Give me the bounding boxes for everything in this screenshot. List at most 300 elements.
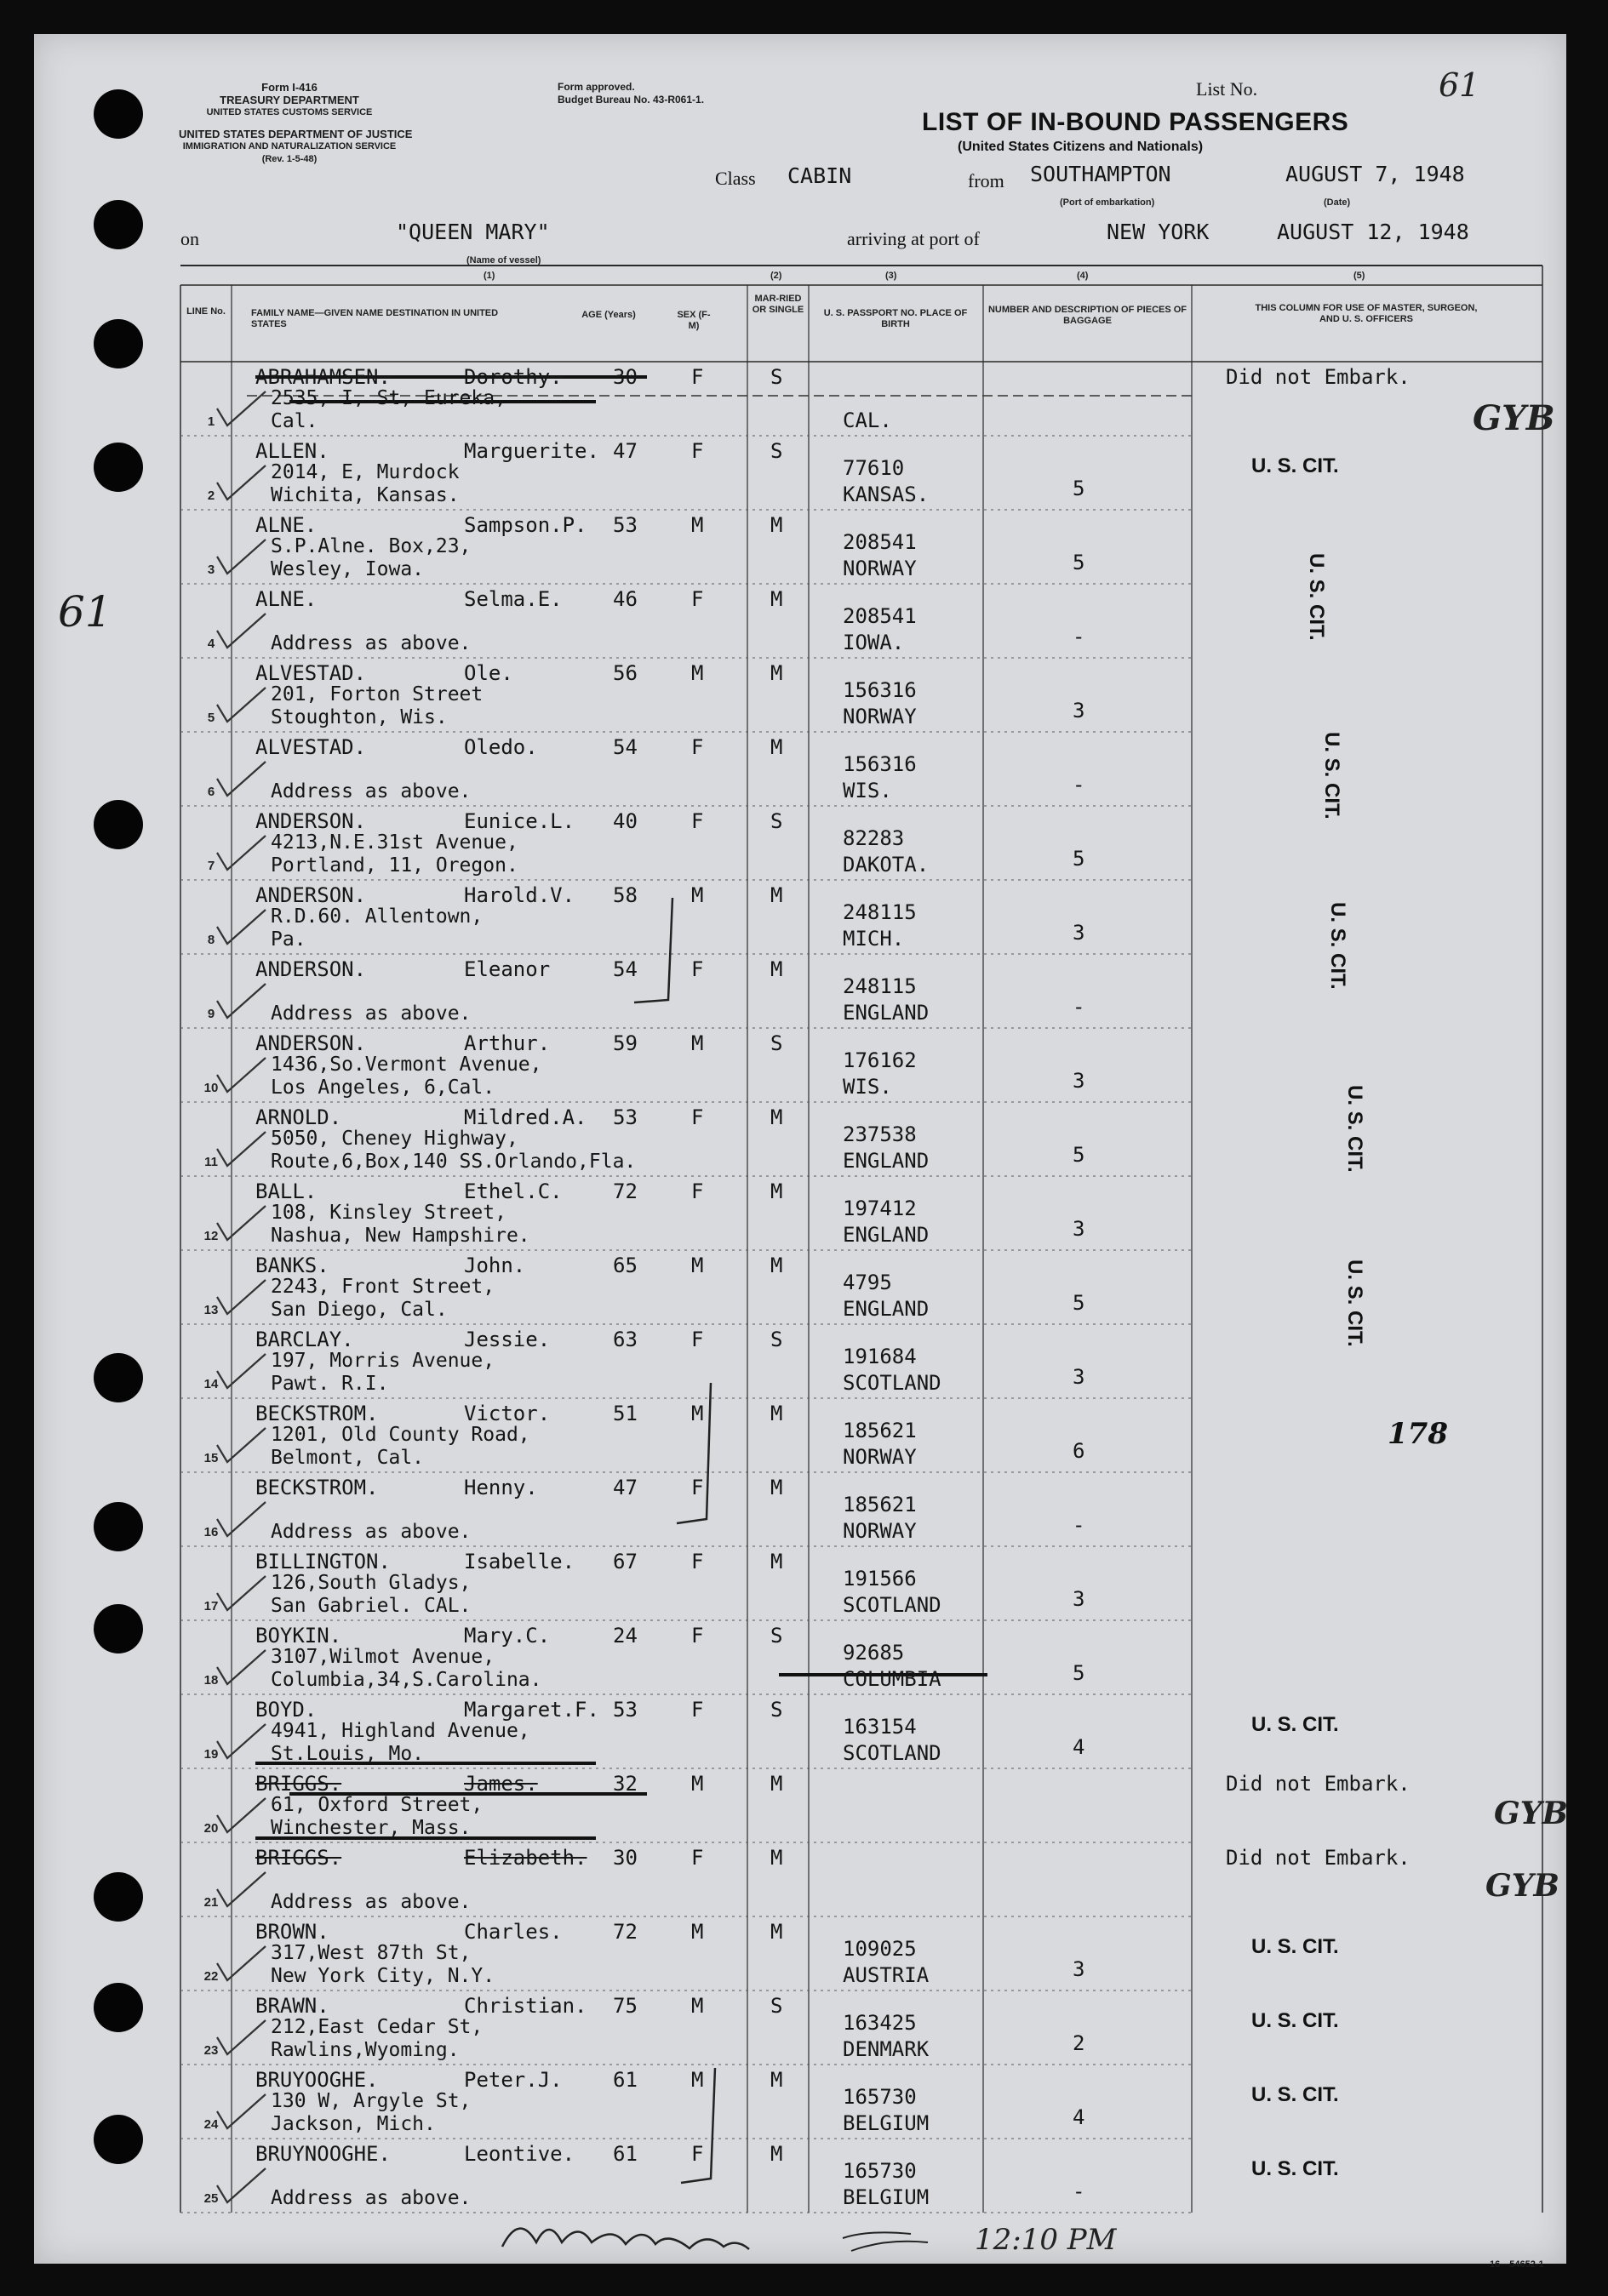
baggage-count: 4 (1073, 2105, 1085, 2129)
citizen-stamp: U. S. CIT. (1251, 1713, 1339, 1736)
col-header-line: LINE No. (186, 306, 226, 317)
date-caption: (Date) (1324, 197, 1351, 208)
age-value: 65 (613, 1254, 638, 1277)
age-value: 47 (613, 439, 638, 463)
given-name: Marguerite. (464, 439, 599, 463)
passport-number: 156316 (843, 752, 917, 776)
family-name: ANDERSON. (255, 957, 367, 981)
col-header-baggage: NUMBER AND DESCRIPTION OF PIECES OF BAGGAGE (987, 305, 1187, 326)
address-line-1: 2014, E, Murdock (271, 461, 460, 483)
baggage-count: 2 (1073, 2031, 1085, 2055)
given-name: Christian. (464, 1994, 587, 2018)
address-line-2: Belmont, Cal. (271, 1447, 425, 1469)
line-number: 11 (204, 1155, 218, 1169)
passport-number: 208541 (843, 604, 917, 628)
list-no-value: 61 (1439, 66, 1480, 104)
marital-status: M (770, 661, 783, 685)
line-number: 8 (207, 933, 215, 947)
passport-number: 248115 (843, 974, 917, 998)
sex-value: F (691, 1698, 704, 1722)
line-number: 18 (203, 1673, 219, 1688)
age-value: 30 (613, 1846, 638, 1870)
address-line-2: Portland, 11, Oregon. (271, 854, 518, 877)
marital-status: M (770, 587, 783, 611)
birthplace: COLUMBIA (843, 1667, 941, 1691)
address-line-1: 1436,So.Vermont Avenue, (271, 1054, 542, 1076)
address-line-2: Wichita, Kansas. (271, 484, 460, 506)
address-line-2: Address as above. (271, 2187, 472, 2209)
sex-value: F (691, 1179, 704, 1203)
baggage-count: 5 (1073, 1143, 1085, 1167)
birthplace: AUSTRIA (843, 1963, 930, 1987)
age-value: 61 (613, 2142, 638, 2166)
baggage-count: 5 (1073, 1661, 1085, 1685)
birthplace: BELGIUM (843, 2185, 930, 2209)
address-line-2: San Diego, Cal. (271, 1299, 448, 1321)
address-line-1: 2243, Front Street, (271, 1276, 495, 1298)
age-value: 72 (613, 1179, 638, 1203)
marital-status: S (770, 809, 783, 833)
given-name: Eleanor (464, 957, 551, 981)
form-print-code: 16—54652-1 (1490, 2259, 1544, 2270)
family-name: BRUYOOGHE. (255, 2068, 379, 2092)
birthplace: NORWAY (843, 1445, 917, 1469)
line-number: 2 (207, 488, 215, 503)
address-line-1: 4941, Highland Avenue, (271, 1720, 530, 1742)
document-subtitle: (United States Citizens and Nationals) (958, 140, 1204, 154)
birthplace: SCOTLAND (843, 1593, 941, 1617)
address-line-2: Address as above. (271, 1891, 472, 1913)
address-line-1: 201, Forton Street (271, 683, 484, 705)
line-number: 17 (203, 1599, 219, 1613)
citizen-stamp: U. S. CIT. (1251, 2157, 1339, 2180)
baggage-count: 3 (1073, 1957, 1085, 1981)
line-number: 15 (203, 1451, 219, 1465)
age-value: 32 (613, 1772, 638, 1796)
family-name: BANKS. (255, 1254, 329, 1277)
col-header-age: AGE (Years) (581, 310, 636, 320)
baggage-count: 5 (1073, 847, 1085, 871)
sex-value: M (691, 1994, 704, 2018)
vessel-caption: (Name of vessel) (466, 255, 541, 266)
address-line-2: Address as above. (271, 780, 472, 802)
birthplace: KANSAS. (843, 483, 930, 506)
family-name: ANDERSON. (255, 883, 367, 907)
did-not-embark-note: Did not Embark. (1226, 365, 1411, 389)
marital-status: M (770, 735, 783, 759)
marital-status: S (770, 1624, 783, 1648)
sex-value: F (691, 365, 704, 389)
address-line-1: 2535, I, St, Eureka, (271, 387, 506, 409)
address-line-1: 1201, Old County Road, (271, 1424, 530, 1446)
family-name: BOYKIN. (255, 1624, 342, 1648)
class-label: Class (715, 168, 756, 189)
marital-status: M (770, 1772, 783, 1796)
given-name: Peter.J. (464, 2068, 563, 2092)
form-approved: Form approved. (558, 81, 635, 93)
baggage-count: 4 (1073, 1735, 1085, 1759)
baggage-count: 3 (1073, 1069, 1085, 1093)
address-line-1: S.P.Alne. Box,23, (271, 535, 472, 557)
line-number: 13 (203, 1303, 219, 1317)
age-value: 72 (613, 1920, 638, 1944)
marital-status: S (770, 439, 783, 463)
address-line-1: 3107,Wilmot Avenue, (271, 1646, 495, 1668)
from-label: from (968, 170, 1004, 191)
revision: (Rev. 1-5-48) (261, 154, 318, 164)
age-value: 30 (613, 365, 638, 389)
birthplace: NORWAY (843, 1519, 917, 1543)
sex-value: F (691, 1105, 704, 1129)
dept-justice: UNITED STATES DEPARTMENT OF JUSTICE (179, 128, 413, 140)
family-name: BALL. (255, 1179, 318, 1203)
age-value: 58 (613, 883, 638, 907)
birthplace: DENMARK (843, 2037, 930, 2061)
citizen-stamp-vertical: U. S. CIT. (1326, 902, 1349, 990)
family-name: BRIGGS. (255, 1846, 342, 1870)
col-header-sex: SEX (F-M) (677, 310, 711, 331)
marital-status: M (770, 513, 783, 537)
passport-number: 191684 (843, 1345, 917, 1368)
given-name: Margaret.F. (464, 1698, 599, 1722)
passport-number: 185621 (843, 1493, 917, 1516)
margin-page-number: 61 (58, 587, 112, 637)
baggage-count: 3 (1073, 1217, 1085, 1241)
dept-ins: IMMIGRATION AND NATURALIZATION SERVICE (182, 141, 397, 151)
given-name: Mildred.A. (464, 1105, 587, 1129)
marital-status: S (770, 1994, 783, 2018)
sex-value: F (691, 587, 704, 611)
class-value: CABIN (787, 163, 852, 188)
family-name: ALVESTAD. (255, 661, 367, 685)
marital-status: M (770, 1476, 783, 1499)
given-name: Henny. (464, 1476, 538, 1499)
sex-value: F (691, 1476, 704, 1499)
given-name: Dorothy. (464, 365, 563, 389)
citizen-stamp: U. S. CIT. (1251, 2083, 1339, 2106)
passport-number: 163154 (843, 1715, 917, 1739)
citizen-stamp: U. S. CIT. (1251, 2009, 1339, 2032)
address-line-2: Rawlins,Wyoming. (271, 2039, 460, 2061)
sex-value: M (691, 1254, 704, 1277)
marital-status: M (770, 883, 783, 907)
marital-status: S (770, 1031, 783, 1055)
sex-value: M (691, 883, 704, 907)
col-num-2: (2) (770, 271, 782, 281)
sex-value: M (691, 2068, 704, 2092)
address-line-2: Route,6,Box,140 SS.Orlando,Fla. (271, 1151, 637, 1173)
address-line-2: San Gabriel. CAL. (271, 1595, 472, 1617)
baggage-count: 5 (1073, 1291, 1085, 1315)
address-line-1: 197, Morris Avenue, (271, 1350, 495, 1372)
dept-customs: UNITED STATES CUSTOMS SERVICE (206, 107, 373, 117)
sex-value: F (691, 2142, 704, 2166)
age-value: 67 (613, 1550, 638, 1574)
given-name: Ole. (464, 661, 513, 685)
passport-number: 237538 (843, 1122, 917, 1146)
form-number: Form I-416 (261, 81, 318, 94)
address-line-1: 212,East Cedar St, (271, 2016, 484, 2038)
passport-number: 4795 (843, 1271, 892, 1294)
marital-status: M (770, 1254, 783, 1277)
line-number: 20 (203, 1821, 219, 1836)
passport-number: 82283 (843, 826, 905, 850)
citizen-stamp-vertical: U. S. CIT. (1343, 1085, 1366, 1173)
birthplace: NORWAY (843, 557, 917, 580)
marital-status: M (770, 1105, 783, 1129)
marital-status: M (770, 1179, 783, 1203)
passport-number: 197412 (843, 1197, 917, 1220)
marital-status: M (770, 1402, 783, 1425)
given-name: John. (464, 1254, 526, 1277)
dept-treasury: TREASURY DEPARTMENT (220, 94, 359, 106)
citizen-stamp: U. S. CIT. (1251, 454, 1339, 477)
sex-value: F (691, 957, 704, 981)
line-number: 3 (207, 563, 215, 577)
family-name: BILLINGTON. (255, 1550, 391, 1574)
age-value: 61 (613, 2068, 638, 2092)
arrival-date: AUGUST 12, 1948 (1277, 220, 1469, 244)
address-line-2: Winchester, Mass. (271, 1817, 472, 1839)
birthplace: SCOTLAND (843, 1371, 941, 1395)
age-value: 63 (613, 1328, 638, 1351)
age-value: 24 (613, 1624, 638, 1648)
officer-initials: GYB (1473, 398, 1555, 438)
marital-status: M (770, 1846, 783, 1870)
sex-value: M (691, 661, 704, 685)
inspection-time: 12:10 PM (975, 2223, 1117, 2257)
given-name: Arthur. (464, 1031, 551, 1055)
sex-value: M (691, 1031, 704, 1055)
given-name: Leontive. (464, 2142, 575, 2166)
col-num-1: (1) (484, 271, 495, 281)
sex-value: M (691, 1402, 704, 1425)
age-value: 53 (613, 1698, 638, 1722)
line-number: 10 (203, 1081, 219, 1095)
family-name: ALLEN. (255, 439, 329, 463)
given-name: Victor. (464, 1402, 551, 1425)
line-number: 23 (203, 2043, 219, 2058)
baggage-count: - (1073, 2179, 1085, 2203)
family-name: ANDERSON. (255, 1031, 367, 1055)
address-line-2: St.Louis, Mo. (271, 1743, 425, 1765)
address-line-1: 108, Kinsley Street, (271, 1202, 506, 1224)
departure-date: AUGUST 7, 1948 (1285, 162, 1465, 186)
address-line-1: R.D.60. Allentown, (271, 905, 484, 928)
marital-status: M (770, 1550, 783, 1574)
passport-number: 156316 (843, 678, 917, 702)
budget-bureau: Budget Bureau No. 43-R061-1. (558, 94, 705, 106)
given-name: Selma.E. (464, 587, 563, 611)
given-name: Ethel.C. (464, 1179, 563, 1203)
age-value: 75 (613, 1994, 638, 2018)
passport-number: 109025 (843, 1937, 917, 1961)
sex-value: F (691, 1846, 704, 1870)
did-not-embark-note: Did not Embark. (1226, 1846, 1411, 1870)
address-line-2: Cal. (271, 410, 318, 432)
birthplace: BELGIUM (843, 2111, 930, 2135)
address-line-1: 317,West 87th St, (271, 1942, 472, 1964)
birthplace: SCOTLAND (843, 1741, 941, 1765)
line-number: 14 (203, 1377, 219, 1391)
passport-number: 77610 (843, 456, 905, 480)
vessel-name: "QUEEN MARY" (396, 220, 550, 244)
passport-number: 208541 (843, 530, 917, 554)
family-name: BECKSTROM. (255, 1476, 379, 1499)
address-line-2: Pa. (271, 928, 306, 951)
birthplace: DAKOTA. (843, 853, 930, 877)
passport-number: 165730 (843, 2085, 917, 2109)
address-line-2: Stoughton, Wis. (271, 706, 448, 728)
baggage-count: - (1073, 773, 1085, 797)
col-num-3: (3) (885, 271, 897, 281)
address-line-2: New York City, N.Y. (271, 1965, 495, 1987)
sex-value: F (691, 1550, 704, 1574)
age-value: 59 (613, 1031, 638, 1055)
address-line-2: Wesley, Iowa. (271, 558, 425, 580)
baggage-count: 6 (1073, 1439, 1085, 1463)
age-value: 40 (613, 809, 638, 833)
family-name: BOYD. (255, 1698, 318, 1722)
baggage-count: - (1073, 625, 1085, 648)
arriving-label: arriving at port of (847, 228, 980, 249)
address-line-1: 4213,N.E.31st Avenue, (271, 831, 518, 854)
marital-status: M (770, 2068, 783, 2092)
given-name: Harold.V. (464, 883, 575, 907)
address-line-2: Address as above. (271, 1002, 472, 1025)
given-name: Charles. (464, 1920, 563, 1944)
age-value: 56 (613, 661, 638, 685)
sex-value: F (691, 809, 704, 833)
family-name: ALNE. (255, 587, 318, 611)
line-number: 4 (207, 637, 215, 651)
family-name: BRAWN. (255, 1994, 329, 2018)
passport-number: 176162 (843, 1048, 917, 1072)
address-line-1: 130 W, Argyle St, (271, 2090, 472, 2112)
col-header-name: FAMILY NAME—GIVEN NAME DESTINATION IN UNITED STATES (251, 308, 499, 329)
marital-status: M (770, 957, 783, 981)
given-name: Oledo. (464, 735, 538, 759)
passport-number: 165730 (843, 2159, 917, 2183)
line-number: 22 (203, 1969, 219, 1984)
address-line-2: Los Angeles, 6,Cal. (271, 1077, 495, 1099)
birthplace: ENGLAND (843, 1149, 930, 1173)
address-line-2: Pawt. R.I. (271, 1373, 389, 1395)
marital-status: M (770, 2142, 783, 2166)
line-number: 1 (207, 414, 215, 429)
age-value: 47 (613, 1476, 638, 1499)
sex-value: M (691, 513, 704, 537)
marital-status: S (770, 1328, 783, 1351)
address-line-1: 61, Oxford Street, (271, 1794, 484, 1816)
line-number: 9 (207, 1007, 215, 1021)
passport-number: 163425 (843, 2011, 917, 2035)
line-number: 12 (203, 1229, 219, 1243)
family-name: BARCLAY. (255, 1328, 354, 1351)
sex-value: M (691, 1920, 704, 1944)
baggage-count: 3 (1073, 1365, 1085, 1389)
citizen-stamp-vertical: U. S. CIT. (1343, 1259, 1366, 1347)
citizen-stamp: 178 (1388, 1417, 1448, 1451)
baggage-count: 3 (1073, 1587, 1085, 1611)
given-name: Eunice.L. (464, 809, 575, 833)
family-name: ANDERSON. (255, 809, 367, 833)
address-line-2: Address as above. (271, 1521, 472, 1543)
given-name: Jessie. (464, 1328, 551, 1351)
passport-number: 185621 (843, 1419, 917, 1442)
family-name: BECKSTROM. (255, 1402, 379, 1425)
on-label: on (180, 228, 199, 249)
marital-status: S (770, 365, 783, 389)
age-value: 51 (613, 1402, 638, 1425)
given-name: Elizabeth. (464, 1846, 587, 1870)
given-name: James. (464, 1772, 538, 1796)
family-name: BRIGGS. (255, 1772, 342, 1796)
port-caption: (Port of embarkation) (1060, 197, 1155, 208)
line-number: 25 (203, 2191, 219, 2206)
birthplace: ENGLAND (843, 1001, 930, 1025)
family-name: ABRAHAMSEN. (255, 365, 391, 389)
line-number: 7 (207, 859, 215, 873)
line-number: 21 (203, 1895, 219, 1910)
address-line-1: 126,South Gladys, (271, 1572, 472, 1594)
sex-value: F (691, 735, 704, 759)
did-not-embark-note: Did not Embark. (1226, 1772, 1411, 1796)
line-number: 19 (203, 1747, 219, 1762)
birthplace: WIS. (843, 1075, 892, 1099)
officer-initials: GYB (1494, 1796, 1568, 1831)
address-line-2: Address as above. (271, 632, 472, 654)
age-value: 54 (613, 957, 638, 981)
line-number: 24 (203, 2117, 219, 2132)
family-name: ARNOLD. (255, 1105, 342, 1129)
birthplace: NORWAY (843, 705, 917, 728)
arrival-port: NEW YORK (1107, 220, 1210, 244)
age-value: 53 (613, 513, 638, 537)
sex-value: F (691, 1328, 704, 1351)
officer-initials: GYB (1485, 1868, 1559, 1904)
birthplace: CAL. (843, 408, 892, 432)
birthplace: WIS. (843, 779, 892, 802)
family-name: BRUYNOOGHE. (255, 2142, 391, 2166)
line-number: 6 (207, 785, 215, 799)
family-name: ALNE. (255, 513, 318, 537)
col-header-married: MAR-RIED OR SINGLE (752, 294, 804, 315)
age-value: 53 (613, 1105, 638, 1129)
marital-status: S (770, 1698, 783, 1722)
birthplace: ENGLAND (843, 1297, 930, 1321)
age-value: 46 (613, 587, 638, 611)
line-number: 16 (203, 1525, 219, 1539)
passport-number: 248115 (843, 900, 917, 924)
citizen-stamp: U. S. CIT. (1251, 1935, 1339, 1958)
passport-number: 191566 (843, 1567, 917, 1591)
embarkation-port: SOUTHAMPTON (1030, 162, 1171, 186)
baggage-count: 5 (1073, 477, 1085, 500)
given-name: Mary.C. (464, 1624, 551, 1648)
sex-value: M (691, 1772, 704, 1796)
marital-status: M (770, 1920, 783, 1944)
address-line-1: 5050, Cheney Highway, (271, 1128, 518, 1150)
family-name: BROWN. (255, 1920, 329, 1944)
baggage-count: 5 (1073, 551, 1085, 574)
line-number: 5 (207, 711, 215, 725)
col-header-passport: U. S. PASSPORT NO. PLACE OF BIRTH (823, 308, 968, 329)
baggage-count: 3 (1073, 921, 1085, 945)
col-num-4: (4) (1077, 271, 1089, 281)
passport-number: 92685 (843, 1641, 905, 1665)
list-no-label: List No. (1196, 78, 1258, 100)
